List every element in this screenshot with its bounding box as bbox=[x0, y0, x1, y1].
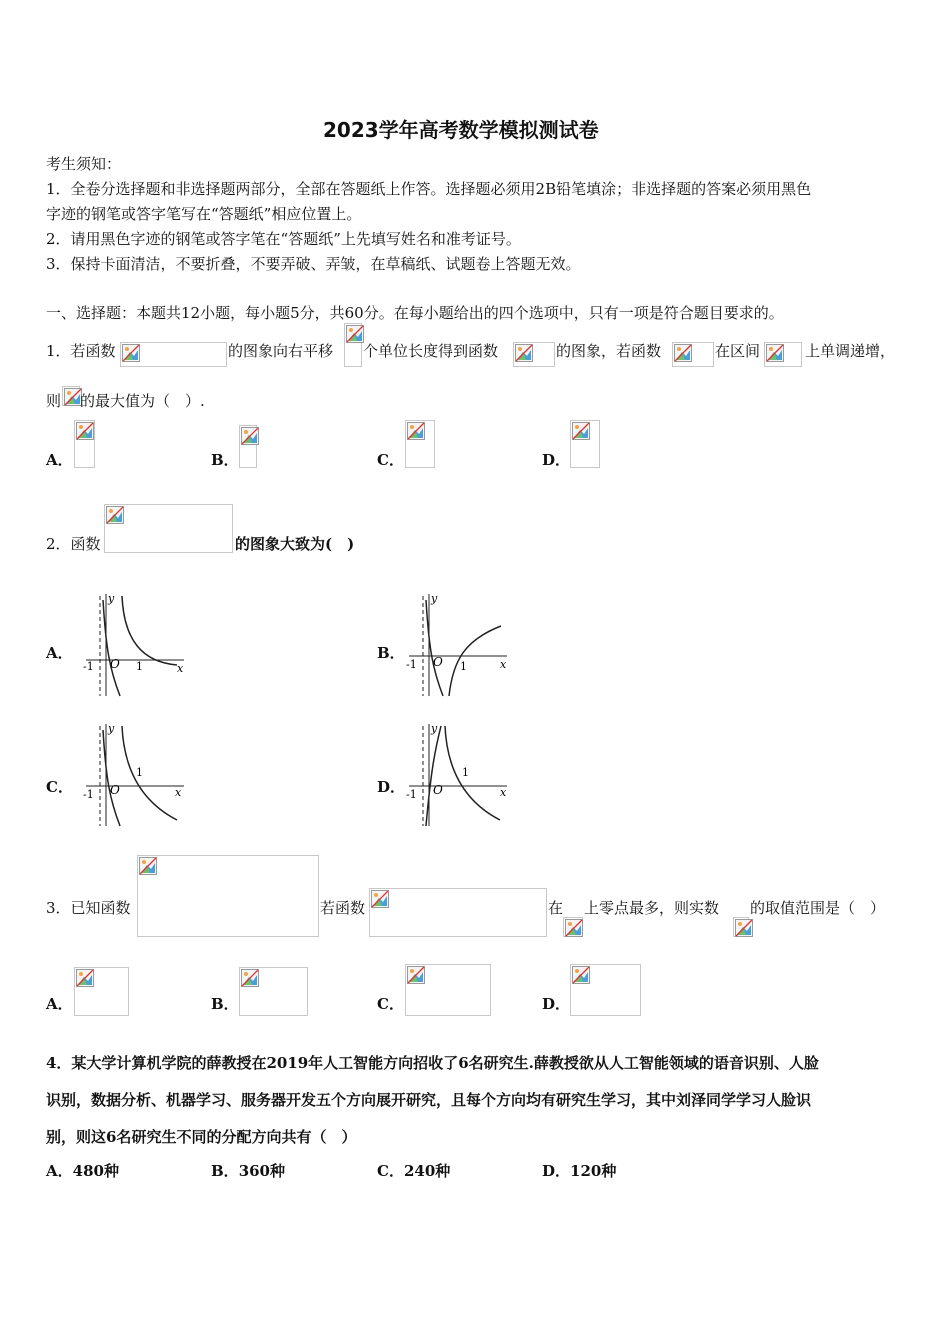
section-heading: 一、选择题：本题共12小题，每小题5分，共60分。在每小题给出的四个选项中，只有一项是符合题目要求的。 bbox=[46, 304, 784, 322]
graph-b-axes bbox=[409, 594, 507, 696]
q4-option-d-value: 120种 bbox=[570, 1162, 617, 1180]
q2-option-a-label: A． bbox=[46, 644, 73, 662]
graph-d-x-label: x bbox=[500, 786, 507, 799]
graph-b-one: 1 bbox=[460, 660, 467, 673]
q3-option-b-formula bbox=[239, 967, 308, 1016]
q2-option-b-label: B． bbox=[377, 644, 405, 662]
broken-image-icon bbox=[515, 344, 533, 362]
q1-option-b-label: B． bbox=[211, 451, 239, 469]
notice-line-3: 3．保持卡面清洁，不要折叠，不要弄破、弄皱，在草稿纸、试题卷上答题无效。 bbox=[46, 255, 581, 273]
q4-option-c-label: C． bbox=[377, 1162, 404, 1180]
graph-c-y-label: y bbox=[108, 722, 115, 735]
broken-image-icon bbox=[572, 966, 590, 984]
q1-option-d-label: D． bbox=[542, 451, 571, 469]
q3-text-5: 的取值范围是（ ） bbox=[750, 899, 886, 917]
q1-text-2: 的图象向右平移 bbox=[228, 342, 334, 360]
broken-image-icon bbox=[735, 919, 753, 937]
q3-option-d-formula bbox=[570, 964, 641, 1016]
graph-c-x-label: x bbox=[175, 786, 182, 799]
graph-d-curve-left bbox=[426, 726, 441, 826]
graph-b-curve-right bbox=[449, 626, 501, 696]
graph-c-origin: O bbox=[110, 783, 120, 797]
q1-text-6: 上单调递增， bbox=[805, 342, 896, 360]
broken-image-icon bbox=[76, 422, 94, 440]
graph-a-neg1: -1 bbox=[83, 660, 94, 673]
page-title: 2023学年高考数学模拟测试卷 bbox=[323, 118, 599, 142]
q1-option-d-formula bbox=[570, 420, 600, 468]
graph-a-x-label: x bbox=[177, 662, 184, 675]
q2-graph-c bbox=[82, 720, 192, 830]
q2-option-c-label: C． bbox=[46, 778, 73, 796]
q1-text-7: 则 bbox=[46, 392, 62, 410]
graph-d-origin: O bbox=[433, 783, 443, 797]
graph-b-neg1: -1 bbox=[406, 658, 417, 671]
graph-a-one: 1 bbox=[136, 660, 143, 673]
q1-formula-g bbox=[513, 342, 555, 367]
q4-option-d-label: D． bbox=[542, 1162, 571, 1180]
q3-option-a-formula bbox=[74, 967, 129, 1016]
q3-text-4: 上零点最多，则实数 bbox=[584, 899, 720, 917]
q1-formula-f bbox=[120, 342, 227, 367]
broken-image-icon bbox=[122, 344, 140, 362]
q4-line-1: 4．某大学计算机学院的薛教授在2019年人工智能方向招收了6名研究生.薛教授欲从人工智能领域的语音识别、人脸 bbox=[46, 1054, 819, 1072]
graph-d-axes bbox=[409, 724, 507, 826]
q3-text-3: 在 bbox=[548, 899, 564, 917]
q3-text-1: 3．已知函数 bbox=[46, 899, 131, 917]
q1-option-b-formula bbox=[239, 425, 257, 468]
q3-option-d-label: D． bbox=[542, 995, 571, 1013]
broken-image-icon bbox=[346, 325, 364, 343]
notice-line-1: 1．全卷分选择题和非选择题两部分，全部在答题纸上作答。选择题必须用2B铅笔填涂；非选择题的答案必须用黑色 bbox=[46, 180, 812, 198]
broken-image-icon bbox=[674, 344, 692, 362]
graph-b-origin: O bbox=[433, 655, 443, 669]
q1-text-8: 的最大值为（ ）. bbox=[80, 392, 205, 410]
q1-option-a-label: A． bbox=[46, 451, 73, 469]
graph-b-y-label: y bbox=[431, 592, 438, 605]
graph-c-neg1: -1 bbox=[83, 788, 94, 801]
q2-graph-b bbox=[405, 590, 515, 700]
q4-option-b-label: B． bbox=[211, 1162, 239, 1180]
notice-line-2: 2．请用黑色字迹的钢笔或答字笔在“答题纸”上先填写姓名和准考证号。 bbox=[46, 230, 521, 248]
broken-image-icon bbox=[76, 969, 94, 987]
graph-a-curve-right bbox=[122, 596, 177, 665]
q1-option-a-formula bbox=[74, 420, 95, 468]
q4-option-b bbox=[211, 1160, 285, 1181]
broken-image-icon bbox=[572, 422, 590, 440]
q1-formula-omega bbox=[62, 386, 80, 406]
q1-text-3: 个单位长度得到函数 bbox=[363, 342, 499, 360]
graph-a-axes bbox=[86, 594, 184, 696]
q3-option-a-label: A． bbox=[46, 995, 73, 1013]
q4-option-d bbox=[542, 1160, 616, 1181]
q4-option-a bbox=[46, 1160, 119, 1181]
graph-d-one: 1 bbox=[462, 766, 469, 779]
notice-heading: 考生须知： bbox=[46, 155, 122, 173]
notice-line-1b: 字迹的钢笔或答字笔写在“答题纸”相应位置上。 bbox=[46, 205, 362, 223]
graph-d-curve-right bbox=[445, 726, 500, 820]
q4-line-2: 识别，数据分析、机器学习、服务器开发五个方向展开研究，且每个方向均有研究生学习，其中刘泽同学学习人脸识 bbox=[46, 1091, 812, 1109]
graph-b-x-label: x bbox=[500, 658, 507, 671]
q1-text-1: 1．若函数 bbox=[46, 342, 116, 360]
graph-c-one: 1 bbox=[136, 766, 143, 779]
broken-image-icon bbox=[139, 857, 157, 875]
broken-image-icon bbox=[371, 890, 389, 908]
graph-a-y-label: y bbox=[108, 592, 115, 605]
q1-option-c-formula bbox=[405, 420, 435, 468]
q1-text-5: 在区间 bbox=[715, 342, 761, 360]
q3-option-c-label: C． bbox=[377, 995, 404, 1013]
q4-option-c bbox=[377, 1160, 450, 1181]
graph-d-neg1: -1 bbox=[406, 788, 417, 801]
graph-a-origin: O bbox=[110, 657, 120, 671]
broken-image-icon bbox=[565, 919, 583, 937]
q1-option-c-label: C． bbox=[377, 451, 404, 469]
graph-c-axes bbox=[86, 724, 184, 826]
q3-formula-g bbox=[369, 888, 547, 937]
graph-c-curve-right bbox=[122, 726, 177, 820]
broken-image-icon bbox=[766, 344, 784, 362]
q2-text-2: 的图象大致为( ) bbox=[235, 535, 355, 553]
q1-text-4: 的图象，若函数 bbox=[556, 342, 662, 360]
q3-text-2: 若函数 bbox=[320, 899, 366, 917]
q2-graph-a bbox=[82, 590, 192, 700]
broken-image-icon bbox=[407, 422, 425, 440]
q4-option-b-value: 360种 bbox=[238, 1162, 285, 1180]
q3-option-b-label: B． bbox=[211, 995, 239, 1013]
broken-image-icon bbox=[106, 506, 124, 524]
q3-formula-f bbox=[137, 855, 319, 937]
q2-graph-d bbox=[405, 720, 515, 830]
q2-text-1: 2．函数 bbox=[46, 535, 101, 553]
q2-option-d-label: D． bbox=[377, 778, 406, 796]
broken-image-icon bbox=[407, 966, 425, 984]
q4-option-a-label: A． bbox=[46, 1162, 73, 1180]
q1-formula-shift bbox=[344, 323, 362, 367]
q2-formula-f bbox=[104, 504, 233, 553]
q3-formula-a bbox=[733, 917, 749, 937]
q1-formula-g2 bbox=[672, 342, 714, 367]
graph-d-y-label: y bbox=[431, 722, 438, 735]
q3-option-c-formula bbox=[405, 964, 491, 1016]
q4-option-c-value: 240种 bbox=[403, 1162, 451, 1180]
q4-option-a-value: 480种 bbox=[72, 1162, 119, 1180]
broken-image-icon bbox=[241, 427, 259, 445]
q1-formula-interval bbox=[764, 342, 802, 367]
q3-formula-interval bbox=[563, 917, 583, 937]
broken-image-icon bbox=[241, 969, 259, 987]
q4-line-3: 别，则这6名研究生不同的分配方向共有（ ） bbox=[46, 1128, 357, 1146]
